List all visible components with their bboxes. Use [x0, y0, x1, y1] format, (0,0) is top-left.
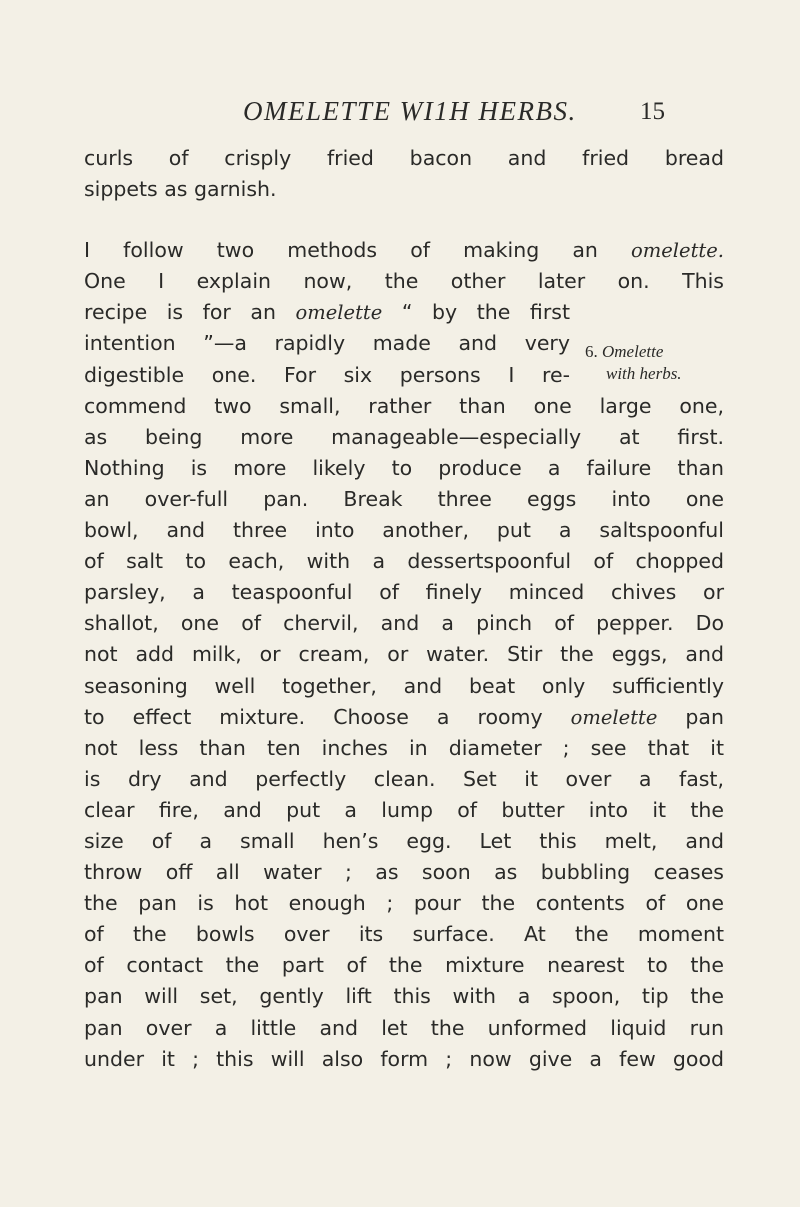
text-run: as being more manageable—especially at first. — [84, 424, 724, 449]
text-line — [84, 1013, 724, 1044]
text-run: digestible one. For six persons I re- — [84, 362, 570, 387]
text-line — [84, 422, 724, 453]
text-run: intention ”—a rapidly made and very — [84, 331, 570, 356]
text-run: of the bowls over its surface. At the moment — [84, 922, 724, 947]
text-run: Nothing is more likely to produce a failure than — [84, 455, 724, 480]
text-line — [84, 950, 724, 981]
text-line — [84, 764, 724, 795]
text-line — [84, 235, 724, 266]
text-line — [84, 857, 724, 888]
text-line — [84, 515, 724, 546]
text-line — [84, 733, 724, 764]
text-run: “ by the first — [382, 300, 570, 325]
text-run: parsley, a teaspoonful of finely minced chives or — [84, 580, 724, 605]
text-line — [84, 795, 724, 826]
text-run: is dry and perfectly clean. Set it over a fast, — [84, 766, 724, 791]
margin-note-line-2 — [585, 363, 745, 385]
text-run: shallot, one of chervil, and a pinch of pepper. Do — [84, 611, 724, 636]
text-line — [84, 826, 724, 857]
text-line — [84, 143, 724, 174]
text-run: of contact the part of the mixture nearest to the — [84, 953, 724, 978]
text-run: the pan is hot enough ; pour the contents of one — [84, 891, 724, 916]
body-text — [84, 143, 724, 1075]
text-run: pan will set, gently lift this with a spoon, tip the — [84, 984, 724, 1009]
text-run: seasoning well together, and beat only sufficiently — [84, 673, 724, 698]
text-line — [84, 297, 570, 328]
text-run: size of a small hen’s egg. Let this melt, and — [84, 828, 724, 853]
text-run: I follow two methods of making an — [84, 238, 632, 263]
text-line — [84, 608, 724, 639]
text-run: an over-full pan. Break three eggs into one — [84, 486, 724, 511]
text-run: clear fire, and put a lump of butter into it the — [84, 797, 724, 822]
text-line — [84, 577, 724, 608]
margin-note-line-1 — [585, 341, 745, 363]
text-run: under it ; this will also form ; now give a few good — [84, 1046, 724, 1071]
text-run: to effect mixture. Choose a roomy — [84, 704, 571, 729]
text-line — [84, 266, 724, 297]
text-run: throw off all water ; as soon as bubbling ceases — [84, 860, 724, 885]
italic-term: omelette — [570, 705, 658, 729]
text-run: not add milk, or cream, or water. Stir the eggs, and — [84, 642, 724, 667]
margin-note-subtitle: with herbs. — [606, 364, 682, 383]
text-line — [84, 639, 724, 670]
text-line — [84, 546, 724, 577]
paragraph-gap — [84, 205, 724, 235]
text-run: pan over a little and let the unformed liquid run — [84, 1015, 724, 1040]
margin-note-title: Omelette — [602, 342, 664, 361]
page-number: 15 — [640, 98, 665, 125]
italic-term: omelette — [295, 301, 383, 325]
text-run: of salt to each, with a dessertspoonful of chopped — [84, 549, 724, 574]
text-line — [84, 174, 724, 205]
running-head — [0, 96, 800, 136]
text-line — [84, 360, 570, 391]
text-run: One I explain now, the other later on. This — [84, 269, 724, 294]
text-line — [84, 702, 724, 733]
text-line — [84, 919, 724, 950]
text-line — [84, 671, 724, 702]
text-run: not less than ten inches in diameter ; see that it — [84, 735, 724, 760]
text-line — [84, 1044, 724, 1075]
text-run: recipe is for an — [84, 300, 296, 325]
margin-note-number: 6. — [585, 342, 598, 361]
text-line — [84, 453, 724, 484]
text-line — [84, 484, 724, 515]
text-run: curls of crisply fried bacon and fried bread — [84, 146, 724, 170]
running-head-title: OMELETTE WI1H HERBS. — [243, 96, 577, 126]
text-run: pan — [657, 704, 724, 729]
italic-term: omelette. — [631, 239, 724, 263]
text-run: commend two small, rather than one large one, — [84, 393, 724, 418]
margin-note — [585, 341, 745, 385]
text-line — [84, 391, 724, 422]
text-line — [84, 888, 724, 919]
text-run: sippets as garnish. — [84, 177, 277, 202]
text-run: bowl, and three into another, put a saltspoonful — [84, 518, 724, 543]
text-line — [84, 328, 570, 359]
text-line — [84, 981, 724, 1012]
